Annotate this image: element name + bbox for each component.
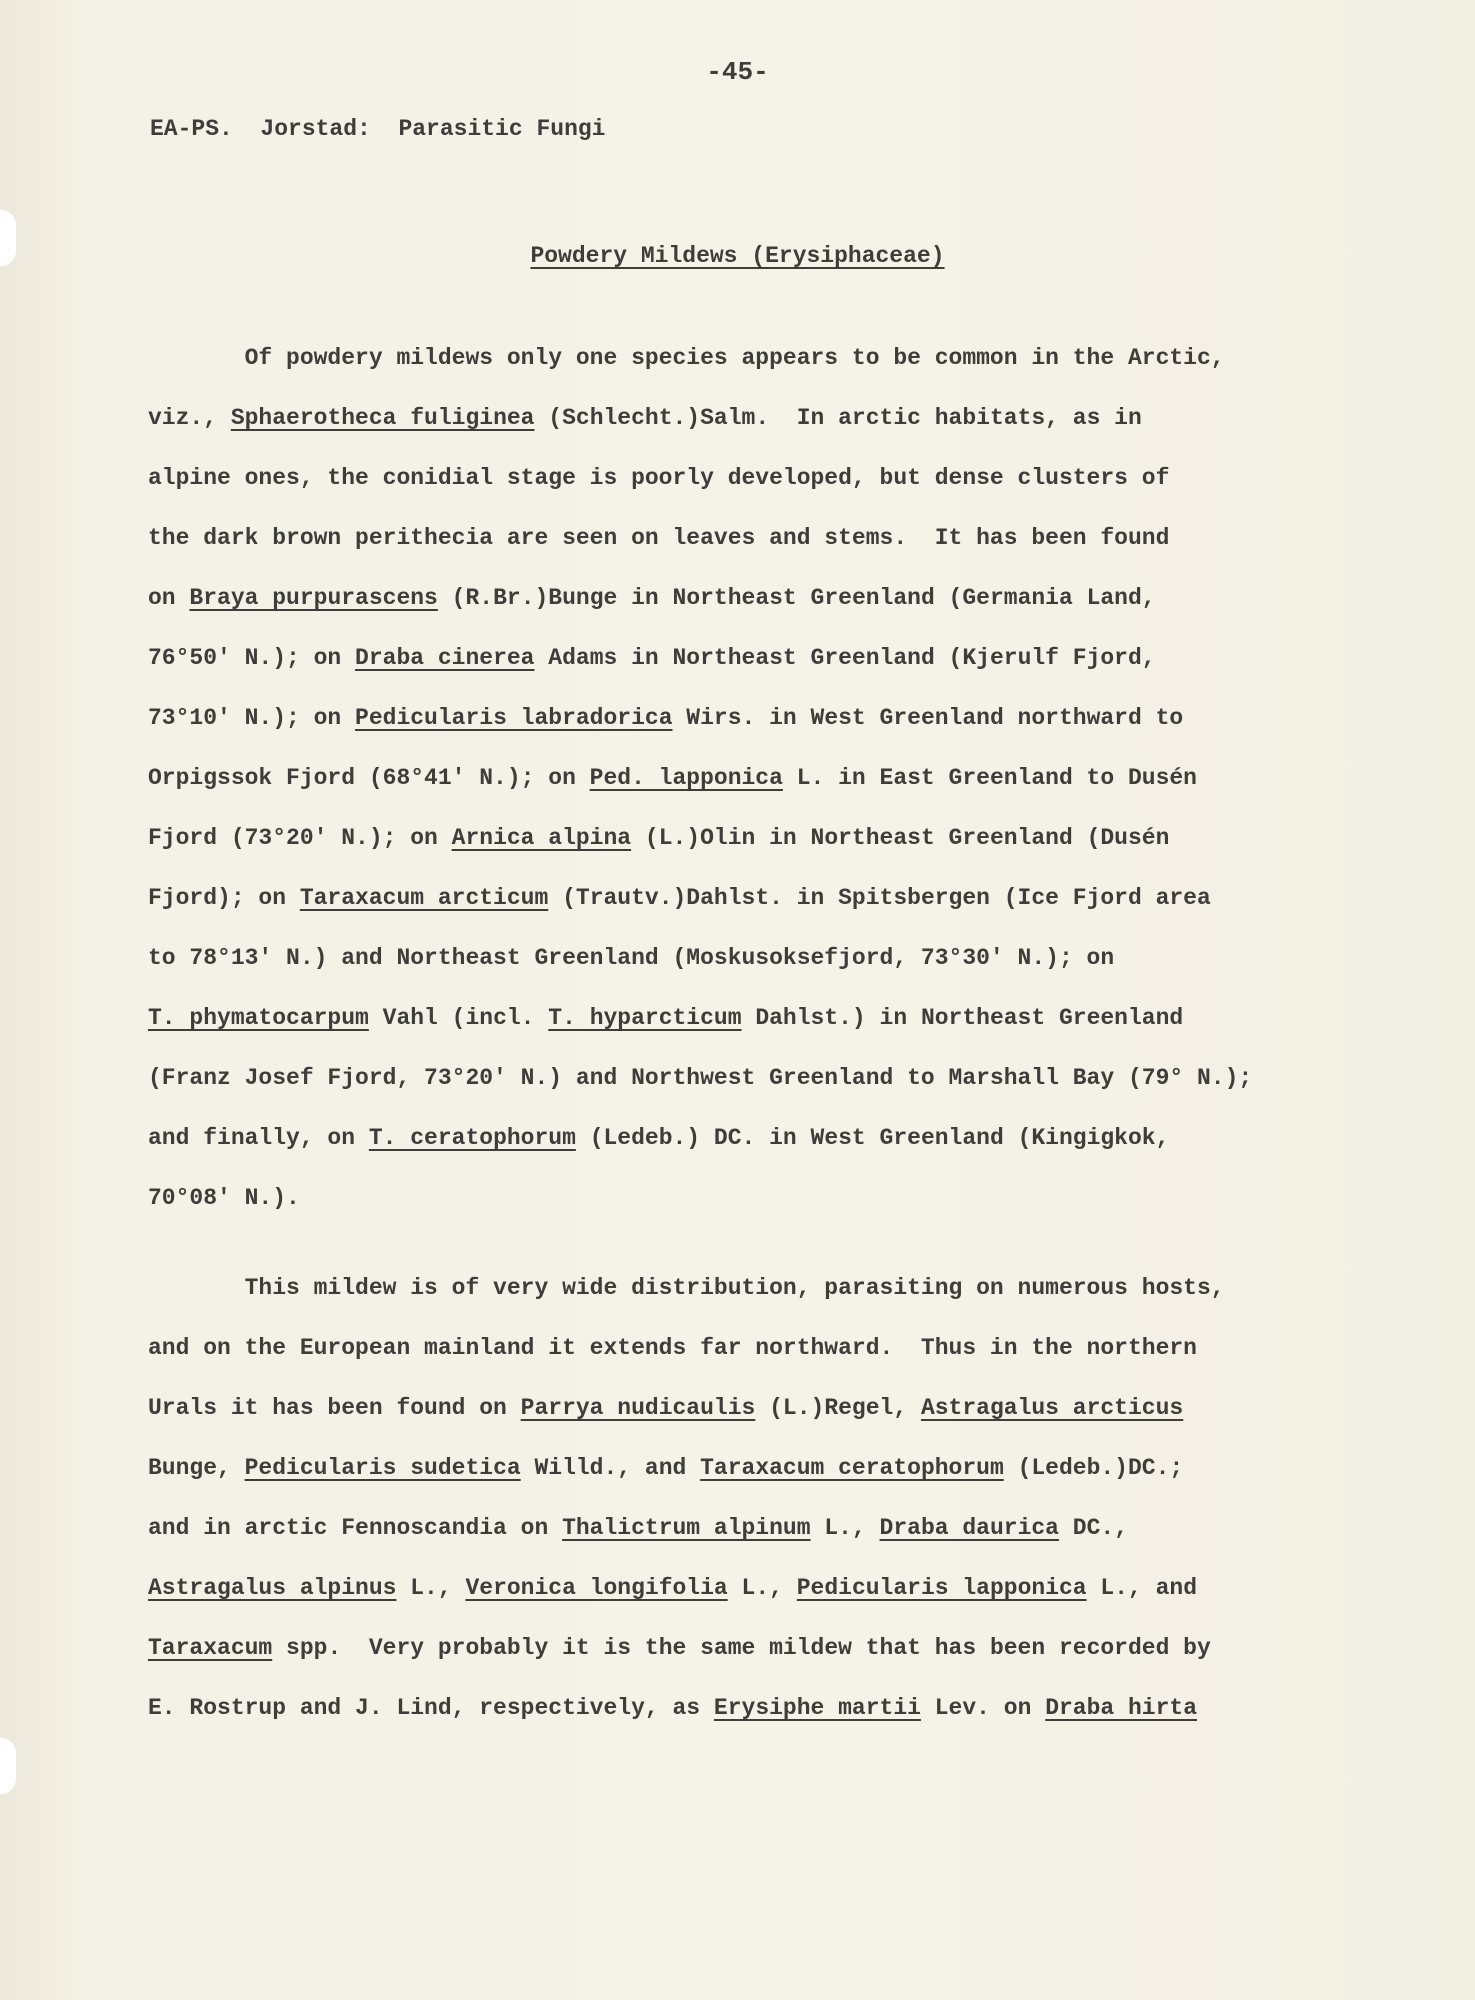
paragraph	[148, 328, 1328, 1228]
text-line	[148, 1258, 1328, 1318]
text-segment: Urals it has been found on	[148, 1395, 521, 1421]
taxon-name: Pedicularis lapponica	[796, 1575, 1087, 1601]
running-head: EA-PS. Jorstad: Parasitic Fungi	[150, 116, 606, 142]
text-segment: to 78°13' N.) and Northeast Greenland (Moskusoksefjord, 73°30' N.); on	[148, 945, 1115, 971]
text-segment: This mildew is of very wide distribution, parasiting on numerous hosts,	[148, 1275, 1225, 1301]
text-line	[148, 1108, 1328, 1168]
taxon-name: Braya purpurascens	[189, 585, 438, 611]
text-segment: on	[148, 585, 190, 611]
paragraph	[148, 1258, 1328, 1738]
text-line	[148, 808, 1328, 868]
taxon-name: Pedicularis labradorica	[355, 705, 673, 731]
text-segment: Adams in Northeast Greenland (Kjerulf Fjord,	[534, 645, 1156, 671]
text-line	[148, 868, 1328, 928]
text-segment: (L.)Regel,	[755, 1395, 921, 1421]
taxon-name: Veronica longifolia	[465, 1575, 728, 1601]
text-line	[148, 748, 1328, 808]
text-line	[148, 508, 1328, 568]
text-line	[148, 448, 1328, 508]
text-line	[148, 628, 1328, 688]
text-segment: (Ledeb.)DC.;	[1003, 1455, 1184, 1481]
text-segment: Wirs. in West Greenland northward to	[672, 705, 1184, 731]
text-segment: DC.,	[1058, 1515, 1128, 1541]
text-segment: (L.)Olin in Northeast Greenland (Dusén	[631, 825, 1170, 851]
text-line	[148, 1318, 1328, 1378]
taxon-name: Taraxacum ceratophorum	[700, 1455, 1004, 1481]
taxon-name: Draba daurica	[879, 1515, 1059, 1541]
text-segment: Bunge,	[148, 1455, 245, 1481]
text-line	[148, 988, 1328, 1048]
text-segment: L.,	[396, 1575, 466, 1601]
text-segment: (R.Br.)Bunge in Northeast Greenland (Germania Land,	[437, 585, 1156, 611]
punch-hole	[0, 1738, 16, 1794]
taxon-name: T. phymatocarpum	[148, 1005, 369, 1031]
text-segment: (Schlecht.)Salm. In arctic habitats, as in	[534, 405, 1142, 431]
text-line	[148, 1678, 1328, 1738]
text-line	[148, 1168, 1328, 1228]
text-segment: Orpigssok Fjord (68°41' N.); on	[148, 765, 590, 791]
text-line	[148, 568, 1328, 628]
text-segment: Of powdery mildews only one species appears to be common in the Arctic,	[148, 345, 1225, 371]
taxon-name: Taraxacum	[148, 1635, 273, 1661]
taxon-name: Draba hirta	[1045, 1695, 1198, 1721]
paragraph-gap	[148, 1228, 1328, 1258]
text-segment: (Ledeb.) DC. in West Greenland (Kingigkok,	[575, 1125, 1170, 1151]
text-line	[148, 928, 1328, 988]
text-segment: (Trautv.)Dahlst. in Spitsbergen (Ice Fjord area	[548, 885, 1211, 911]
text-segment: alpine ones, the conidial stage is poorly developed, but dense clusters of	[148, 465, 1170, 491]
text-segment: Vahl (incl.	[368, 1005, 549, 1031]
text-line	[148, 1438, 1328, 1498]
taxon-name: Sphaerotheca fuliginea	[230, 405, 535, 431]
text-segment: Fjord); on	[148, 885, 300, 911]
text-segment: Lev. on	[920, 1695, 1046, 1721]
section-heading-text: Powdery Mildews (Erysiphaceae)	[530, 243, 945, 269]
taxon-name: Taraxacum arcticum	[299, 885, 549, 911]
text-segment: and finally, on	[148, 1125, 369, 1151]
text-line	[148, 688, 1328, 748]
taxon-name: Parrya nudicaulis	[520, 1395, 756, 1421]
text-segment: 76°50' N.); on	[148, 645, 356, 671]
text-line	[148, 328, 1328, 388]
text-segment: L. in East Greenland to Dusén	[782, 765, 1197, 791]
taxon-name: Erysiphe martii	[713, 1695, 921, 1721]
text-segment: viz.,	[148, 405, 231, 431]
text-line	[148, 1378, 1328, 1438]
section-heading	[0, 243, 1475, 269]
text-segment: (Franz Josef Fjord, 73°20' N.) and Northwest Greenland to Marshall Bay (79° N.);	[148, 1065, 1253, 1091]
text-line	[148, 1618, 1328, 1678]
taxon-name: Pedicularis sudetica	[244, 1455, 521, 1481]
text-segment: the dark brown perithecia are seen on leaves and stems. It has been found	[148, 525, 1170, 551]
text-segment: and in arctic Fennoscandia on	[148, 1515, 563, 1541]
text-line	[148, 1048, 1328, 1108]
taxon-name: Draba cinerea	[355, 645, 535, 671]
text-segment: E. Rostrup and J. Lind, respectively, as	[148, 1695, 714, 1721]
body-text	[148, 328, 1328, 1738]
page-number: -45-	[706, 57, 769, 87]
text-segment: L.,	[727, 1575, 797, 1601]
taxon-name: Ped. lapponica	[589, 765, 783, 791]
text-segment: Willd., and	[520, 1455, 701, 1481]
text-segment: Dahlst.) in Northeast Greenland	[741, 1005, 1184, 1031]
taxon-name: Thalictrum alpinum	[562, 1515, 811, 1541]
text-segment: 70°08' N.).	[148, 1185, 300, 1211]
text-line	[148, 388, 1328, 448]
text-segment: L.,	[810, 1515, 880, 1541]
taxon-name: Astragalus arcticus	[920, 1395, 1184, 1421]
taxon-name: Arnica alpina	[451, 825, 632, 851]
taxon-name: T. ceratophorum	[368, 1125, 576, 1151]
text-line	[148, 1558, 1328, 1618]
text-segment: and on the European mainland it extends far northward. Thus in the northern	[148, 1335, 1197, 1361]
text-segment: spp. Very probably it is the same mildew that has been recorded by	[272, 1635, 1211, 1661]
taxon-name: Astragalus alpinus	[148, 1575, 397, 1601]
text-segment: 73°10' N.); on	[148, 705, 356, 731]
taxon-name: T. hyparcticum	[548, 1005, 742, 1031]
text-segment: L., and	[1086, 1575, 1198, 1601]
text-segment: Fjord (73°20' N.); on	[148, 825, 452, 851]
text-line	[148, 1498, 1328, 1558]
